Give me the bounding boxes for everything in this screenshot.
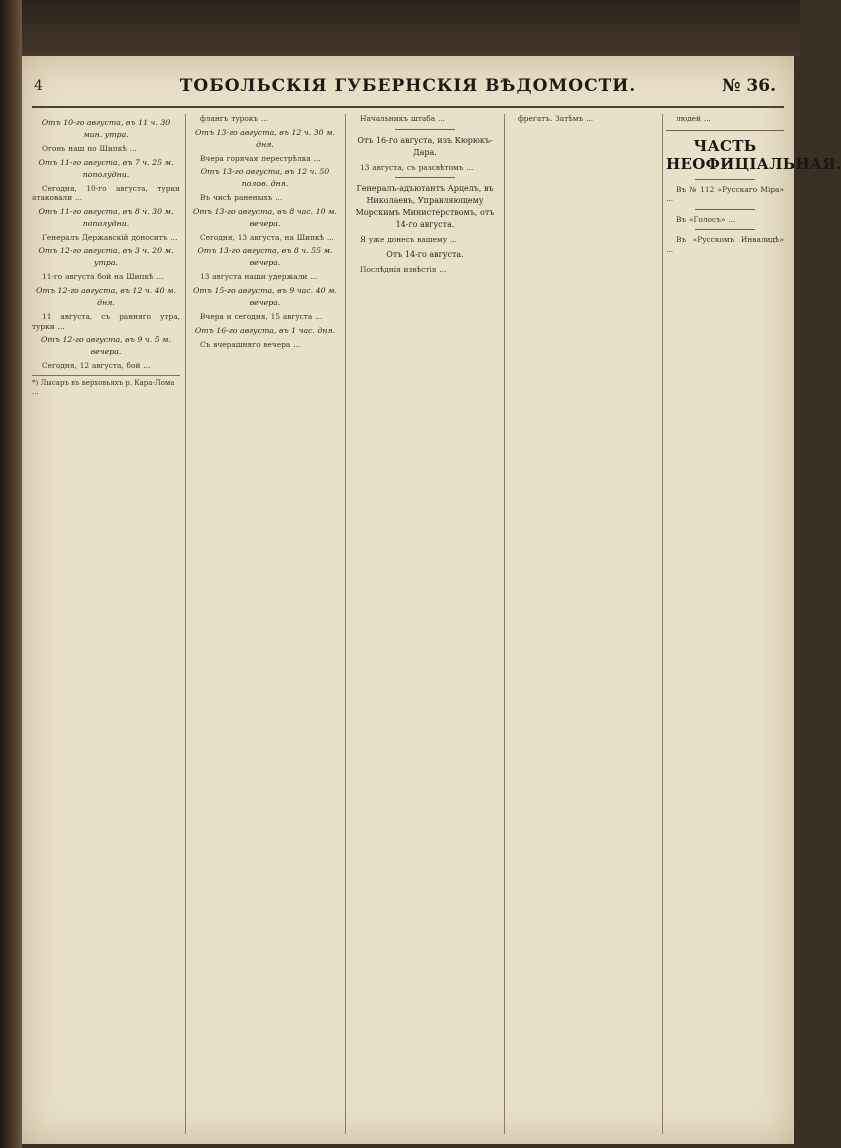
article-paragraph: людей ... <box>676 114 711 123</box>
column-divider <box>345 114 346 1134</box>
article-paragraph: 13 августа наши удержали ... <box>200 272 318 282</box>
article-paragraph: Въ № 112 «Русскаго Міра» ... <box>666 184 784 204</box>
dateline: Отъ 15-го августа, въ 9 час. 40 м. вечера. <box>193 285 337 307</box>
article-paragraph: Вчера и сегодня, 15 августа ... <box>200 311 323 321</box>
article-paragraph: Послѣднія извѣстія ... <box>360 264 447 274</box>
dateline: Отъ 16-го августа, въ 1 час. дня. <box>194 325 336 335</box>
article-paragraph: Огонь наш по Шипкѣ ... <box>42 144 137 153</box>
dateline: Отъ 10-го августа, въ 11 ч. 30 мин. утра. <box>41 118 171 139</box>
article-paragraph: Сегодня, 12 августа, бой ... <box>42 361 151 371</box>
article-paragraph: Съ вчерашняго вечера ... <box>200 339 301 349</box>
article-paragraph: Генералъ Державскій доноситъ ... <box>42 232 178 242</box>
article-paragraph: фрегатъ. Затѣмъ ... <box>518 114 594 123</box>
column-4 <box>508 114 658 1134</box>
column-1 <box>32 114 180 1134</box>
masthead-title: ТОБОЛЬСКІЯ ГУБЕРНСКІЯ ВѢДОМОСТИ. <box>179 76 637 96</box>
dateline: Отъ 12-го августа, въ 3 ч. 20 м. утра. <box>38 246 174 268</box>
separator-rule <box>395 129 455 130</box>
separator-rule <box>695 229 755 230</box>
column-divider <box>185 114 186 1134</box>
separator-rule <box>395 177 455 178</box>
page-number: 4 <box>34 78 43 94</box>
article-paragraph: Я уже донесъ вашему ... <box>360 235 457 245</box>
article-paragraph: флангъ турокъ ... <box>200 114 269 123</box>
article-paragraph: Вчера горячая перестрѣлка ... <box>200 153 321 163</box>
issue-number: № 36. <box>722 76 776 96</box>
dateline: Отъ 11-го августа, въ 8 ч. 30 м. пополудни. <box>38 206 174 228</box>
book-spine <box>0 0 22 1148</box>
scan-background <box>22 0 800 56</box>
article-subhead: Отъ 16-го августа, изъ Кюрюкъ-Дара. <box>357 135 493 157</box>
separator-rule <box>695 179 755 180</box>
column-5 <box>666 114 841 1134</box>
dateline: Отъ 12-го августа, въ 12 ч. 40 м. дня. <box>36 285 176 307</box>
separator-rule <box>666 130 784 131</box>
dateline: Отъ 11-го августа, въ 7 ч. 25 м. пополудни. <box>38 157 174 179</box>
page-header <box>22 72 794 100</box>
article-paragraph: Начальникъ штаба ... <box>360 114 446 123</box>
article-paragraph: Въ «Голосъ» ... <box>676 214 736 224</box>
article-paragraph: 11 августа, съ ранняго утра, турки ... <box>32 311 180 331</box>
article-subhead: Генералъ-адъютантъ Арцелъ, въ Николаевъ, Управляющему Морскимъ Министерствомъ, отъ 14-го августа. <box>355 184 495 230</box>
footnote: *) Лысаръ въ верховьяхъ р. Кара-Лома ... <box>32 375 180 397</box>
article-paragraph: Сегодня, 10-го августа, турки атаковали ... <box>32 183 180 203</box>
dateline: Отъ 13-го августа, въ 12 ч. 50 полов. дня. <box>200 167 330 189</box>
dateline: Отъ 13-го августа, въ 12 ч. 30 м. дня. <box>195 127 335 149</box>
dateline: Отъ 13-го августа, въ 8 ч. 55 м. вечера. <box>197 246 333 268</box>
column-2 <box>190 114 340 1134</box>
article-paragraph: 11-го августа бой на Шипкѣ ... <box>42 272 164 282</box>
article-paragraph: 13 августа, съ разсвѣтомъ ... <box>360 162 474 172</box>
header-rule <box>32 106 784 108</box>
separator-rule <box>695 209 755 210</box>
column-divider <box>662 114 663 1134</box>
column-3 <box>350 114 500 1134</box>
dateline: Отъ 12-го августа, въ 9 ч. 5 м. вечера. <box>41 335 171 357</box>
column-divider <box>504 114 505 1134</box>
article-paragraph: Въ чисѣ раненыхъ ... <box>200 193 283 203</box>
section-heading: ЧАСТЬ НЕОФИЦІАЛЬНАЯ. <box>666 136 841 173</box>
article-paragraph: Въ «Русскомъ Инвалидѣ» ... <box>666 235 784 254</box>
article-paragraph: Сегодня, 13 августа, на Шипкѣ ... <box>200 232 335 242</box>
newspaper-page <box>22 56 841 1144</box>
columns-area <box>32 114 841 1134</box>
article-subhead: Отъ 14-го августа. <box>386 249 464 259</box>
dateline: Отъ 13-го августа, въ 8 час. 10 м. вечера. <box>193 206 337 228</box>
